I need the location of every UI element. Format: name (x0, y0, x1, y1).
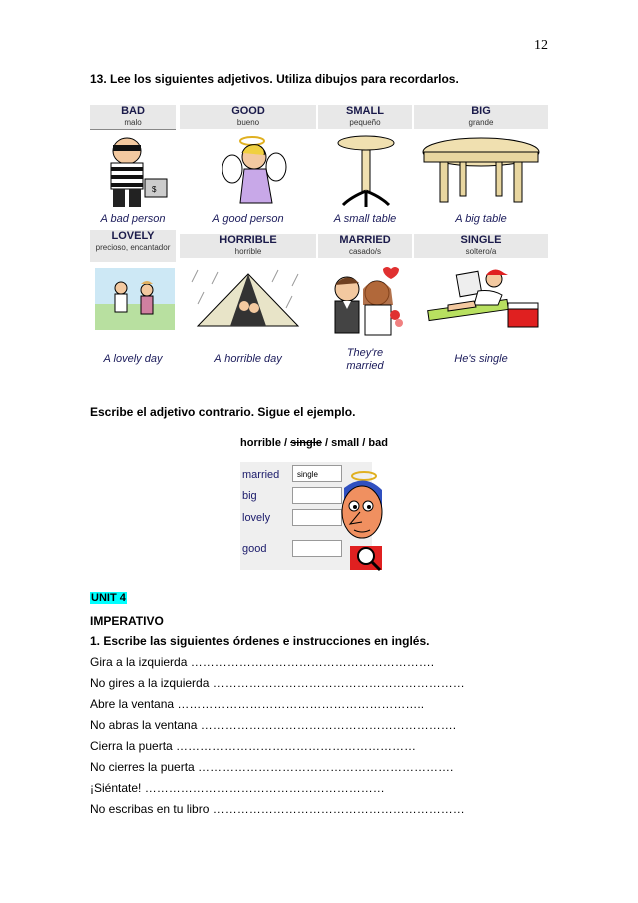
opposite-answer-input[interactable]: single (292, 465, 342, 482)
adj-header-good (180, 105, 316, 129)
caption-married: They're married (346, 347, 384, 372)
adj-en: BIG (471, 105, 491, 117)
caption-bad: A bad person (100, 213, 166, 225)
exercise-1-title: 1. Escribe las siguientes órdenes e instrucciones en inglés. (90, 634, 430, 648)
opposite-label: married (242, 469, 280, 481)
adj-en: SMALL (346, 105, 384, 117)
unit-label: UNIT 4 (91, 592, 126, 604)
adj-es: grande (468, 118, 494, 127)
opposite-label: lovely (242, 512, 271, 524)
sentence-line: No abras la ventana ………………………………………………………. (90, 718, 457, 732)
sentence-line: ¡Siéntate! …………………………………………………… (90, 781, 385, 795)
sentence-line: Gira a la izquierda ……………………………………………………. (90, 655, 435, 669)
adj-en: HORRIBLE (219, 234, 277, 246)
adj-header-small (318, 105, 412, 129)
adj-header-bad (90, 105, 176, 130)
opposites-instruction: Escribe el adjetivo contrario. Sigue el ejemplo. (90, 405, 356, 419)
sentence-line: No cierres la puerta ………………………………………………………. (90, 760, 454, 774)
married-couple-picture (323, 265, 407, 337)
word-bank (240, 437, 388, 449)
opposite-label: big (242, 490, 257, 502)
sentence-line: No gires a la izquierda ……………………………………………………… (90, 676, 465, 690)
adj-es: precioso, encantador (95, 243, 171, 252)
caption-horrible: A horrible day (214, 353, 282, 365)
word-bank-part: horrible / (240, 437, 288, 449)
small-table-picture (335, 133, 397, 209)
adj-en: LOVELY (111, 230, 155, 242)
horrible-day-picture (188, 268, 308, 332)
section-title: IMPERATIVO (90, 614, 164, 628)
adj-header-horrible (180, 234, 316, 258)
adj-es: malo (124, 118, 142, 127)
word-bank-crossed-word: single (290, 437, 322, 449)
caption-good: A good person (212, 213, 284, 225)
exercise-13-title: 13. Lee los siguientes adjetivos. Utiliza dibujos para recordarlos. (90, 72, 459, 86)
adj-es: horrible (234, 247, 262, 256)
caption-lovely: A lovely day (103, 353, 163, 365)
adj-es: bueno (236, 118, 260, 127)
thinking-character-picture (330, 468, 392, 572)
opposite-label: good (242, 543, 267, 555)
page-number: 12 (534, 38, 548, 53)
adj-es: casado/s (348, 247, 382, 256)
adj-es: soltero/a (465, 247, 497, 256)
caption-big: A big table (455, 213, 507, 225)
adj-en: SINGLE (460, 234, 502, 246)
adj-en: BAD (121, 105, 145, 117)
single-man-picture (418, 265, 544, 335)
sentence-line: No escribas en tu libro ……………………………………………………… (90, 802, 465, 816)
adj-en: GOOD (231, 105, 265, 117)
sentence-line: Abre la ventana …………………………………………………….. (90, 697, 425, 711)
big-table-picture (420, 136, 542, 206)
adj-header-single (414, 234, 548, 258)
svg-text:$: $ (152, 185, 157, 194)
bad-person-picture (95, 133, 175, 211)
sentence-line: Cierra la puerta …………………………………………………… (90, 739, 417, 753)
adj-es: pequeño (349, 118, 381, 127)
adj-header-married (318, 234, 412, 258)
adj-en: MARRIED (339, 234, 391, 246)
adj-header-big (414, 105, 548, 129)
adj-header-lovely (90, 230, 176, 262)
good-person-picture (222, 133, 292, 209)
lovely-day-picture (95, 268, 175, 330)
caption-small: A small table (333, 213, 397, 225)
word-bank-part: / small / bad (324, 437, 388, 449)
caption-single: He's single (454, 353, 508, 365)
